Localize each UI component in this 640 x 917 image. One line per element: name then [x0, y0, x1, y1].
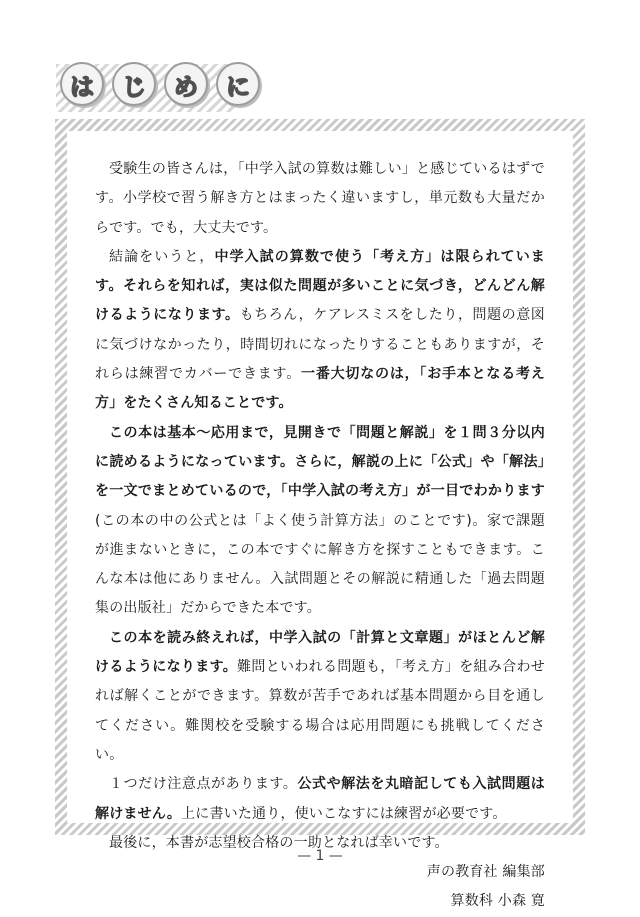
paragraph-6: 最後に，本書が志望校合格の一助となれば幸いです。 — [109, 834, 449, 851]
paragraph-3: この本は基本～応用まで，見開きで「問題と解説」を１問３分以内に読めるようになっています。さらに，解説の上に「公式」や「解法」を一文でまとめているので，「中学入試の考え方」が一目でわかります(この本の中の公式とは「よく使う計算方法」のことです)。家で課題が進まないときに，この本ですぐに解き方を探すこともできます。こんな本は他にありません。入試問題とその解説に精通した「過去問題集の出版社」だからできた本です。 — [95, 424, 545, 617]
signature-author: 算数科 小森 寛 — [450, 893, 545, 910]
body-text — [95, 155, 545, 917]
content-frame — [55, 119, 585, 910]
paragraph-1: 受験生の皆さんは，「中学入試の算数は難しい」と感じているはずです。小学校で習う解き方とはまったく違いますし，単元数も大量だからです。でも，大丈夫です。 — [95, 161, 545, 236]
paragraph-4: この本を読み終えれば，中学入試の「計算と文章題」がほとんど解けるようになります。難問といわれる問題も，「考え方」を組み合わせれば解くことができます。算数が苦手であれば基本問題から目を通してください。難関校を受験する場合は応用問題にも挑戦してください。 — [95, 629, 545, 763]
content-panel — [67, 131, 573, 910]
paragraph-2: 結論をいうと，中学入試の算数で使う「考え方」は限られています。それらを知れば，実は似た問題が多いことに気づき，どんどん解けるようになります。もちろん，ケアレスミスをしたり，問題の意図に気づけなかったり，時間切れになったりすることもありますが，それらは練習でカバーできます。一番大切なのは，「お手本となる考え方」をたくさん知ることです。 — [95, 248, 545, 412]
title-char: じ — [112, 62, 156, 106]
title-char: に — [216, 62, 260, 106]
page-title — [60, 62, 260, 106]
page-number: — 1 — — [297, 848, 343, 864]
title-char: は — [60, 62, 104, 106]
paragraph-5: １つだけ注意点があります。公式や解法を丸暗記しても入試問題は解けません。上に書いた通り，使いこなすには練習が必要です。 — [95, 776, 545, 822]
signature-publisher: 声の教育社 編集部 — [426, 864, 545, 881]
title-char: め — [164, 62, 208, 106]
